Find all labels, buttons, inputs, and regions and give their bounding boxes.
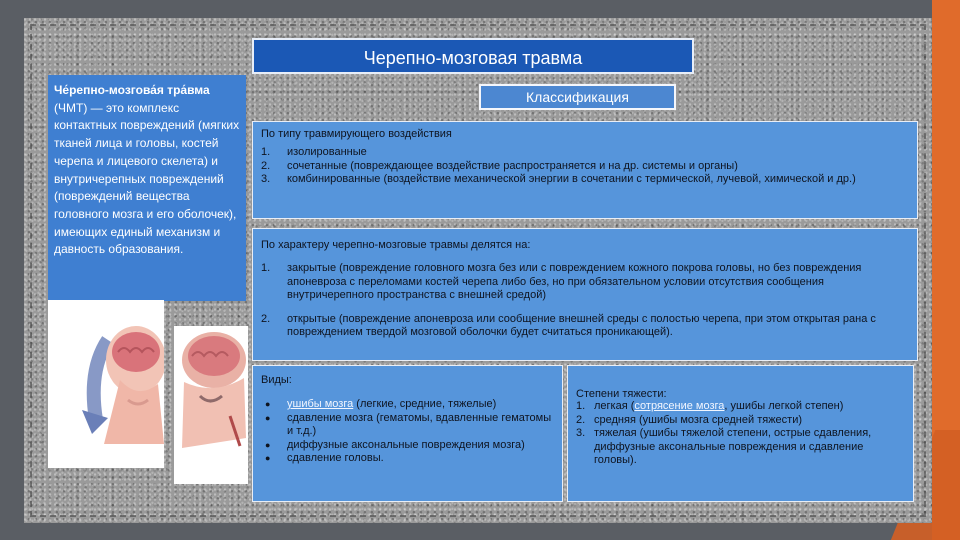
list-item: 1. легкая (сотрясение мозга, ушибы легкой степен) <box>576 400 844 412</box>
definition-term: Че́репно-мозгова́я тра́вма <box>54 83 210 97</box>
brain-section-image <box>174 326 248 484</box>
list-item: ● ушибы мозга (легкие, средние, тяжелые) <box>261 398 554 412</box>
injury-kinds-heading: Виды: <box>261 374 292 386</box>
list-item: 2. открытые (повреждение апоневроза или сообщение внешней среды с полостью черепа, при этом открытая рана с повреждением твердой мозговой оболочки будет считаться проникающей). <box>261 312 876 339</box>
definition-text: (ЧМТ) — это комплекс контактных повреждений (мягких тканей лица и головы, костей черепа и лицевого скелета) и внутричерепных повреждений (повреждений вещества головного мозга и его оболочек), имеющих единый механизм и давность образования. <box>54 100 240 257</box>
list-item: 1. закрытые (повреждение головного мозга без или с повреждением кожного покрова головы, но без повреждения апоневроза с переломами костей черепа либо без, но при обязательном условии отсутствия сообщения внутричерепного пространства с внешней средой) <box>261 262 862 302</box>
impact-type-list <box>261 146 909 187</box>
brain-injury-illustration-1 <box>48 300 164 468</box>
impact-type-heading: По типу травмирующего воздействия <box>261 128 452 140</box>
bullet-icon: ● <box>265 412 271 423</box>
severity-list <box>576 400 905 468</box>
concussion-link[interactable]: сотрясение мозга <box>634 400 725 412</box>
injury-kinds-box <box>252 365 563 502</box>
list-item: 3. тяжелая (ушибы тяжелой степени, острые сдавления, диффузные аксональные повреждения и сдавление головы). <box>576 427 872 467</box>
list-item: 1. изолированные <box>261 146 367 158</box>
injury-kinds-list <box>261 398 554 466</box>
list-item: 3. комбинированные (воздействие механической энергии в сочетании с термической, лучевой, химической и др.) <box>261 173 856 186</box>
brain-contusion-link[interactable]: ушибы мозга <box>287 398 354 410</box>
classification-label: Классификация <box>479 84 676 110</box>
character-type-list <box>261 262 909 340</box>
character-type-box <box>252 228 918 361</box>
bullet-icon: ● <box>265 453 271 464</box>
list-item: ● диффузные аксональные повреждения мозга) <box>261 439 554 453</box>
brain-injury-illustration-2 <box>174 326 248 484</box>
impact-type-box <box>252 121 918 219</box>
list-item: ● сдавление головы. <box>261 452 554 466</box>
list-item: ● сдавление мозга (гематомы, вдавленные гематомы и т.д.) <box>261 412 554 439</box>
list-item: 2. средняя (ушибы мозга средней тяжести) <box>576 413 803 426</box>
head-injury-image <box>48 300 164 468</box>
slide-title: Черепно-мозговая травма <box>252 38 694 74</box>
severity-box <box>567 365 914 502</box>
bullet-icon: ● <box>265 439 271 450</box>
severity-heading: Степени тяжести: <box>576 388 667 400</box>
definition-box <box>48 75 246 301</box>
list-item: 2. сочетанные (повреждающее воздействие распространяется и на др. системы и органы) <box>261 159 738 172</box>
bullet-icon: ● <box>265 399 271 409</box>
character-type-heading: По характеру черепно-мозговые травмы делятся на: <box>261 239 531 251</box>
